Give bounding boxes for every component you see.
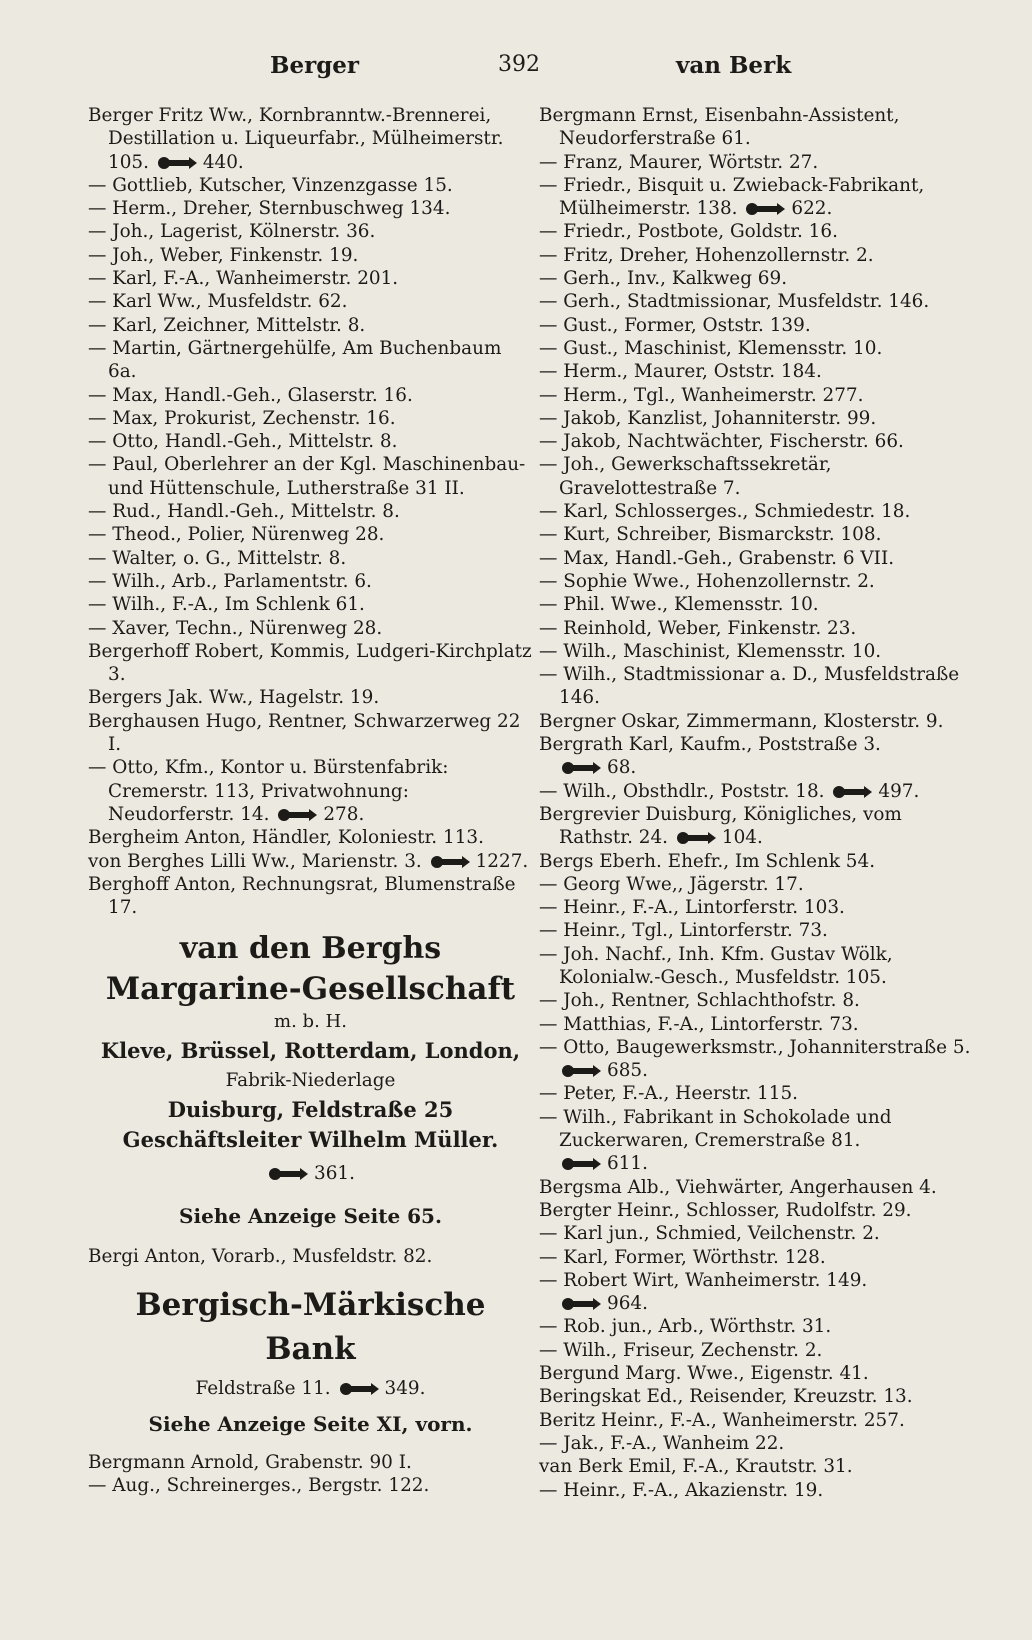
list-item: — Heinr., Tgl., Lintorferstr. 73.	[539, 920, 828, 942]
list-item: Bergsma Alb., Viehwärter, Angerhausen 4.	[539, 1176, 937, 1198]
ad-manager: Geschäftsleiter Wilhelm Müller.	[122, 1127, 499, 1153]
right-column	[539, 104, 971, 1502]
list-item: — Joh., Gewerkschaftssekretär, Gravelottestraße 7.	[539, 454, 832, 499]
list-item: Beritz Heinr., F.-A., Wanheimerstr. 257.	[539, 1409, 905, 1431]
list-item: — Georg Wwe,, Jägerstr. 17.	[539, 873, 804, 895]
list-item: — Friedr., Bisquit u. Zwieback-Fabrikant, Mülheimerstr. 138. 622.	[539, 174, 925, 220]
ad-phone: 361.	[88, 1155, 533, 1193]
list-item: — Sophie Wwe., Hohenzollernstr. 2.	[539, 570, 875, 592]
list-item: — Max, Handl.-Geh., Glaserstr. 16.	[88, 384, 413, 406]
list-item: — Herm., Dreher, Sternbuschweg 134.	[88, 198, 451, 220]
list-item: — Joh., Weber, Finkenstr. 19.	[88, 244, 359, 266]
list-item: — Martin, Gärtnergehülfe, Am Buchenbaum 6a.	[88, 337, 502, 383]
list-item: — Jakob, Kanzlist, Johanniterstr. 99.	[539, 407, 877, 429]
list-item: — Wilh., Friseur, Zechenstr. 2.	[539, 1339, 823, 1361]
list-item: Bergi Anton, Vorarb., Musfeldstr. 82.	[88, 1246, 433, 1268]
list-item: — Robert Wirt, Wanheimerstr. 149. 964.	[539, 1269, 868, 1315]
list-item: — Theod., Polier, Nürenweg 28.	[88, 524, 385, 546]
list-item: Bergrevier Duisburg, Königliches, vom Rathstr. 24. 104.	[539, 803, 902, 849]
list-item: — Jak., F.-A., Wanheim 22.	[539, 1432, 785, 1454]
ad-bank-reference: Siehe Anzeige Seite XI, vorn.	[148, 1411, 473, 1436]
ad-company-name: Margarine-Gesellschaft	[105, 971, 516, 1008]
list-item: — Karl, Schlosserges., Schmiedestr. 18.	[539, 501, 911, 523]
telephone-icon	[561, 1296, 603, 1312]
list-item: — Wilh., Stadtmissionar a. D., Musfeldstraße 146.	[539, 664, 960, 709]
margarine-advertisement	[88, 929, 533, 1233]
list-item: Bergs Eberh. Ehefr., Im Schlenk 54.	[539, 850, 876, 872]
ad-bank-address: Feldstraße 11. 349.	[195, 1377, 426, 1399]
list-item: — Matthias, F.-A., Lintorferstr. 73.	[539, 1013, 859, 1035]
list-item: Bergmann Arnold, Grabenstr. 90 I.	[88, 1451, 412, 1473]
list-item: — Gerh., Inv., Kalkweg 69.	[539, 268, 788, 290]
list-item: — Otto, Handl.-Geh., Mittelstr. 8.	[88, 431, 398, 453]
list-item: — Walter, o. G., Mittelstr. 8.	[88, 547, 347, 569]
list-item: — Otto, Kfm., Kontor u. Bürstenfabrik: Cremerstr. 113, Privatwohnung: Neudorferstr. 14. 278.	[88, 757, 449, 825]
ad-title: van den Berghs	[179, 931, 442, 967]
left-column	[88, 104, 533, 1497]
list-item: — Jakob, Nachtwächter, Fischerstr. 66.	[539, 431, 904, 453]
list-item: — Karl, F.-A., Wanheimerstr. 201.	[88, 268, 399, 290]
list-item: — Wilh., Arb., Parlamentstr. 6.	[88, 570, 372, 592]
list-item: — Karl, Former, Wörthstr. 128.	[539, 1246, 826, 1268]
list-item: Bergter Heinr., Schlosser, Rudolfstr. 29.	[539, 1199, 912, 1221]
list-item: Berghoff Anton, Rechnungsrat, Blumenstraße 17.	[88, 873, 516, 919]
list-item: — Wilh., F.-A., Im Schlenk 61.	[88, 594, 365, 616]
ad-address: Duisburg, Feldstraße 25	[167, 1097, 454, 1123]
list-item: — Joh., Rentner, Schlachthofstr. 8.	[539, 990, 860, 1012]
list-item: — Reinhold, Weber, Finkenstr. 23.	[539, 617, 857, 639]
list-item: Bergrath Karl, Kaufm., Poststraße 3. 68.	[539, 734, 881, 779]
list-item: — Peter, F.-A., Heerstr. 115.	[539, 1083, 799, 1105]
list-item: Bergers Jak. Ww., Hagelstr. 19.	[88, 687, 380, 709]
list-item: — Phil. Wwe., Klemensstr. 10.	[539, 594, 819, 616]
list-item: von Berghes Lilli Ww., Marienstr. 3. 1227.	[88, 850, 529, 872]
telephone-icon	[745, 201, 787, 217]
list-item: — Otto, Baugewerksmstr., Johanniterstraße 5. 685.	[539, 1036, 971, 1082]
telephone-icon	[430, 854, 472, 870]
telephone-icon	[268, 1166, 310, 1182]
list-item: — Friedr., Postbote, Goldstr. 16.	[539, 221, 838, 243]
list-item: Berger Fritz Ww., Kornbranntw.-Brennerei, Destillation u. Liqueurfabr., Mülheimerstr. 105. 440.	[88, 105, 504, 173]
list-item: — Wilh., Maschinist, Klemensstr. 10.	[539, 640, 882, 662]
telephone-icon	[339, 1381, 381, 1397]
list-item: — Joh., Lagerist, Kölnerstr. 36.	[88, 221, 376, 243]
list-item: — Xaver, Techn., Nürenweg 28.	[88, 617, 383, 639]
telephone-icon	[277, 807, 319, 823]
ad-depot: Fabrik-Niederlage	[225, 1070, 396, 1092]
list-item: — Gust., Former, Oststr. 139.	[539, 314, 811, 336]
list-item: Bergheim Anton, Händler, Koloniestr. 113.	[88, 827, 484, 849]
list-item: — Heinr., F.-A., Akazienstr. 19.	[539, 1479, 824, 1501]
telephone-icon	[832, 784, 874, 800]
list-item: — Max, Handl.-Geh., Grabenstr. 6 VII.	[539, 547, 895, 569]
ad-legal-form: m. b. H.	[274, 1011, 347, 1033]
list-item: — Aug., Schreinerges., Bergstr. 122.	[88, 1474, 430, 1496]
list-item: — Paul, Oberlehrer an der Kgl. Maschinenbau- und Hüttenschule, Lutherstraße 31 II.	[88, 454, 526, 499]
header-right-keyword: van Berk	[676, 52, 792, 79]
list-item: — Franz, Maurer, Wörtstr. 27.	[539, 151, 819, 173]
list-item: — Gottlieb, Kutscher, Vinzenzgasse 15.	[88, 174, 453, 196]
telephone-icon	[157, 155, 199, 171]
list-item: Berghausen Hugo, Rentner, Schwarzerweg 22 I.	[88, 710, 521, 756]
telephone-icon	[676, 830, 718, 846]
list-item: Bergmann Ernst, Eisenbahn-Assistent, Neudorferstraße 61.	[539, 105, 900, 150]
list-item: — Kurt, Schreiber, Bismarckstr. 108.	[539, 524, 882, 546]
header-left-keyword: Berger	[270, 52, 360, 79]
page-number: 392	[498, 52, 540, 77]
bank-advertisement	[88, 1283, 533, 1441]
list-item: Bergerhoff Robert, Kommis, Ludgeri-Kirchplatz 3.	[88, 640, 532, 686]
list-item: — Rud., Handl.-Geh., Mittelstr. 8.	[88, 501, 400, 523]
list-item: — Gerh., Stadtmissionar, Musfeldstr. 146.	[539, 291, 930, 313]
list-item: Beringskat Ed., Reisender, Kreuzstr. 13.	[539, 1386, 913, 1408]
ad-reference: Siehe Anzeige Seite 65.	[179, 1204, 442, 1229]
list-item: — Joh. Nachf., Inh. Kfm. Gustav Wölk, Kolonialw.-Gesch., Musfeldstr. 105.	[539, 943, 893, 988]
list-item: van Berk Emil, F.-A., Krautstr. 31.	[539, 1456, 853, 1478]
list-item: Bergner Oskar, Zimmermann, Klosterstr. 9.	[539, 710, 944, 732]
telephone-icon	[561, 1156, 603, 1172]
list-item: — Karl, Zeichner, Mittelstr. 8.	[88, 314, 366, 336]
list-item: — Heinr., F.-A., Lintorferstr. 103.	[539, 897, 845, 919]
list-item: Bergund Marg. Wwe., Eigenstr. 41.	[539, 1363, 869, 1385]
ad-cities: Kleve, Brüssel, Rotterdam, London,	[100, 1038, 521, 1064]
list-item: — Herm., Tgl., Wanheimerstr. 277.	[539, 384, 864, 406]
page-header	[0, 52, 1032, 92]
list-item: — Wilh., Fabrikant in Schokolade und Zuckerwaren, Cremerstraße 81. 611.	[539, 1106, 892, 1175]
list-item: — Herm., Maurer, Oststr. 184.	[539, 361, 822, 383]
list-item: — Gust., Maschinist, Klemensstr. 10.	[539, 337, 883, 359]
list-item: — Fritz, Dreher, Hohenzollernstr. 2.	[539, 244, 874, 266]
telephone-icon	[561, 1063, 603, 1079]
ad-bank-name: Bergisch-Märkische Bank	[135, 1286, 486, 1367]
list-item: — Rob. jun., Arb., Wörthstr. 31.	[539, 1316, 832, 1338]
list-item: — Karl jun., Schmied, Veilchenstr. 2.	[539, 1223, 880, 1245]
list-item: — Max, Prokurist, Zechenstr. 16.	[88, 407, 396, 429]
list-item: — Wilh., Obsthdlr., Poststr. 18. 497.	[539, 780, 920, 802]
telephone-icon	[561, 760, 603, 776]
list-item: — Karl Ww., Musfeldstr. 62.	[88, 291, 348, 313]
